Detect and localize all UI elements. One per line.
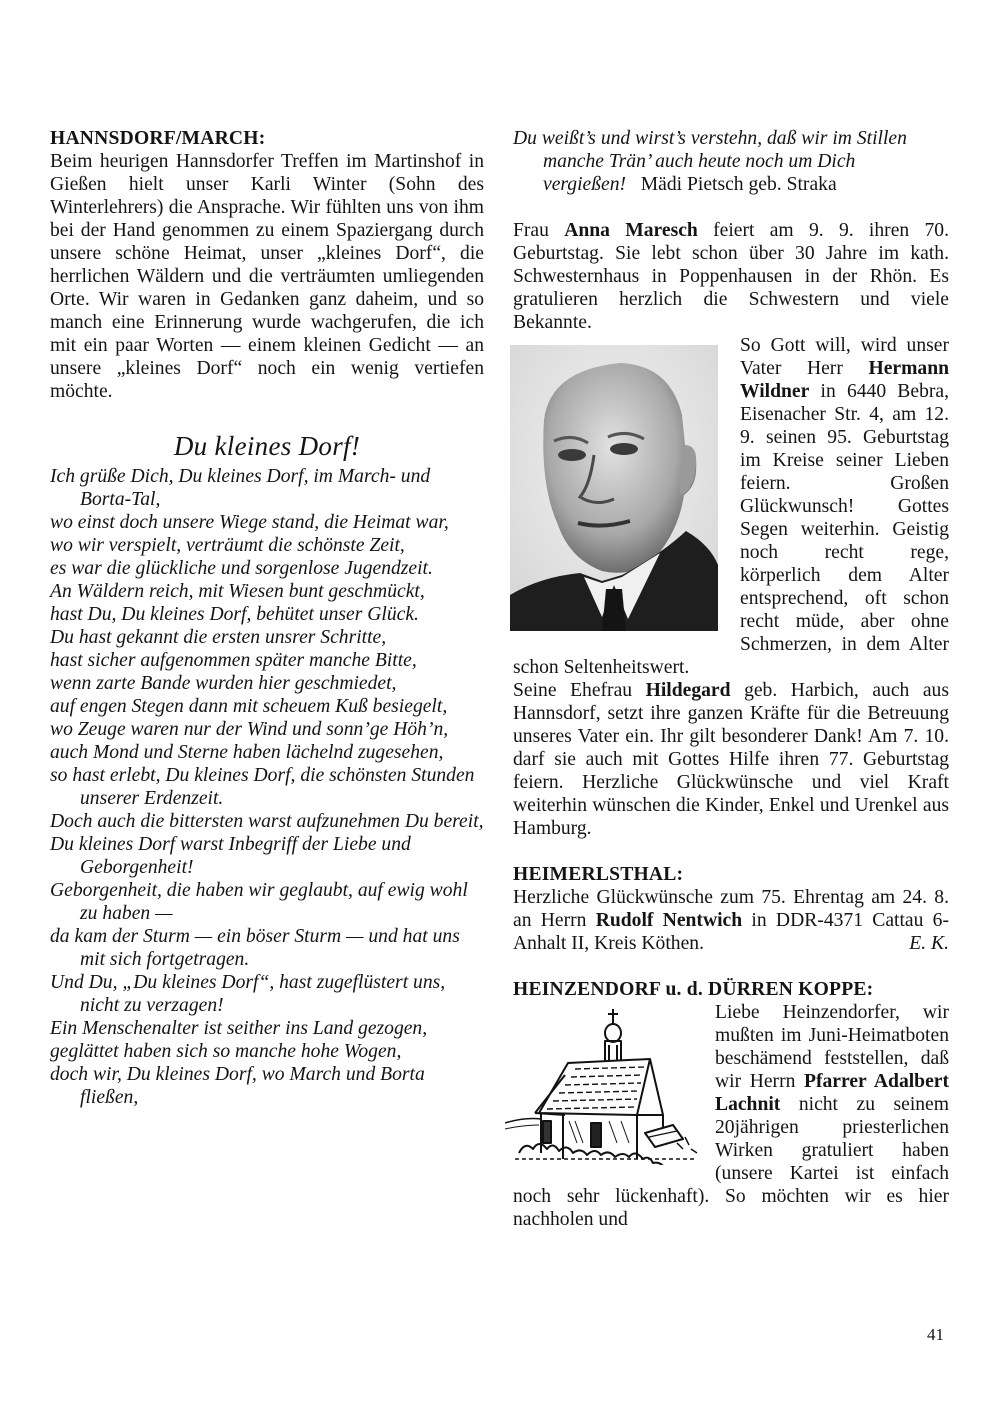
poem-signature: Mädi Pietsch geb. Straka	[640, 174, 837, 195]
poem-line: Du kleines Dorf warst Inbegriff der Liebe und Geborgenheit!	[50, 834, 411, 878]
poem-line: Geborgenheit, die haben wir geglaubt, auf ewig wohl zu haben —	[50, 880, 468, 924]
person-name: Rudolf Nentwich	[595, 910, 743, 931]
poem-line: so hast erlebt, Du kleines Dorf, die schönsten Stunden unserer Erdenzeit.	[50, 765, 475, 809]
text: Seine Ehefrau	[513, 680, 646, 701]
text: feiert am 9. 9. ihren 70. Geburtstag. Sie lebt schon über 30 Jahre im kath. Schwesternhaus in Poppenhausen in der Rhön. Es gratulieren herzlich die Schwestern und viele Bekannte.	[513, 220, 949, 333]
poem-title: Du kleines Dorf!	[173, 431, 361, 461]
poem-line: wo Zeuge waren nur der Wind und sonn’ge Höh’n,	[50, 719, 449, 740]
poem-line: wenn zarte Bande wurden hier geschmiedet,	[50, 673, 397, 694]
heimerlsthal-paragraph	[513, 886, 949, 955]
left-column	[50, 127, 484, 1109]
poem-line: wo einst doch unsere Wiege stand, die Heimat war,	[50, 512, 449, 533]
poem-line: Du hast gekannt die ersten unsrer Schritte,	[50, 627, 387, 648]
portrait-photo	[510, 345, 720, 633]
author-initials: E. K.	[909, 933, 949, 954]
poem-line-text: Du weißt’s und wirst’s verstehn, daß wir im Stillen manche Trän’ auch heute noch um Dich vergießen!	[513, 128, 907, 195]
poem-line: Ein Menschenalter ist seither ins Land gezogen,	[50, 1018, 428, 1039]
wildner-section	[513, 334, 949, 840]
poem	[50, 465, 484, 1109]
text: Liebe Heinzendorfer, wir mußten im Juni-Heimatboten beschämend feststellen, daß wir Herrn	[715, 1002, 949, 1092]
text: in DDR-4371 Cattau 6-Anhalt II, Kreis Köthen.	[513, 910, 949, 954]
heinzendorf-section	[513, 1001, 949, 1231]
section-heading-hannsdorf: HANNSDORF/MARCH:	[50, 128, 266, 149]
poem-line: auch Mond und Sterne haben lächelnd zugesehen,	[50, 742, 444, 763]
poem-line: da kam der Sturm — ein böser Sturm — und hat uns mit sich fortgetragen.	[50, 926, 460, 970]
poem-line: Doch auch die bittersten warst aufzunehmen Du bereit,	[50, 811, 484, 832]
hildegard-paragraph	[513, 679, 949, 840]
person-name: Hildegard	[645, 680, 731, 701]
text: Herzliche Glückwünsche zum 75. Ehrentag am 24. 8. an Herrn	[513, 887, 949, 931]
chapel-illustration	[505, 1003, 705, 1165]
portrait-image-icon	[510, 345, 718, 631]
chapel-drawing-icon	[505, 1003, 705, 1165]
poem-line	[513, 127, 949, 196]
poem-line: hast Du, Du kleines Dorf, behütet unser Glück.	[50, 604, 419, 625]
page-number: 41	[927, 1325, 944, 1344]
text: in 6440 Bebra, Eisenacher Str. 4, am 12. 9. seinen 95. Geburtstag im Kreise seiner Lieben feiern. Großen Glückwunsch! Gottes Segen weiterhin. Geistig noch recht rege, körperlich dem Alter entsprechend, oft schon recht müde, aber ohne Schmerzen, in dem Alter schon Seltenheitswert.	[513, 381, 949, 678]
poem-line: geglättet haben sich so manche hohe Wogen,	[50, 1041, 402, 1062]
poem-line: doch wir, Du kleines Dorf, wo March und Borta fließen,	[50, 1064, 425, 1108]
poem-line: Und Du, „Du kleines Dorf“, hast zugeflüstert uns, nicht zu verzagen!	[50, 972, 446, 1016]
poem-line: Ich grüße Dich, Du kleines Dorf, im March- und Borta-Tal,	[50, 466, 431, 510]
poem-line: hast sicher aufgenommen später manche Bitte,	[50, 650, 417, 671]
text: nicht zu seinem 20jährigen priesterlichen Wirken gratuliert haben (unsere Kartei ist einfach noch sehr lückenhaft). So möchten wir es hier nachholen und	[513, 1094, 949, 1230]
person-name: Pfarrer Adalbert Lachnit	[715, 1071, 950, 1115]
hannsdorf-intro-paragraph: Beim heurigen Hannsdorfer Treffen im Martinshof in Gießen hielt unser Karli Winter (Sohn des Winterlehrers) die Ansprache. Wir fühlten uns von ihm bei der Hand genommen zu einem Spaziergang durch unsere schöne Heimat, unser „kleines Dorf“, die herrlichen Wäldern und die verträumten umliegenden Orte. Wir waren in Gedanken ganz daheim, und so manch eine Erinnerung wurde wachgerufen, die ich mit ein paar Worten — einem kleinen Gedicht — an unsere „kleines Dorf“ noch ein wenig vertiefen möchte.	[50, 151, 484, 402]
poem-line: es war die glückliche und sorgenlose Jugendzeit.	[50, 558, 433, 579]
poem-line: auf engen Stegen dann mit scheuem Kuß besiegelt,	[50, 696, 448, 717]
text: Frau	[513, 220, 565, 241]
text: geb. Harbich, auch aus Hannsdorf, setzt ihre ganzen Kräfte für die Betreuung unseres Vater ein. Ihr gilt besonderer Dank! Am 7. 10. darf sie auch mit Gottes Hilfe ihren 77. Geburtstag feiern. Herzliche Glückwünsche und viel Kraft weiterhin wünschen die Kinder, Enkel und Urenkel aus Hamburg.	[513, 680, 949, 839]
person-name: Hermann Wildner	[740, 358, 949, 402]
poem-continuation	[513, 127, 949, 196]
person-name: Anna Maresch	[564, 220, 698, 241]
text: So Gott will, wird unser Vater Herr	[740, 335, 949, 379]
maresch-paragraph	[513, 219, 949, 334]
poem-line: An Wäldern reich, mit Wiesen bunt geschmückt,	[50, 581, 425, 602]
right-column	[513, 127, 949, 1231]
section-heading-heinzendorf: HEINZENDORF u. d. DÜRREN KOPPE:	[513, 979, 874, 1000]
section-heading-heimerlsthal: HEIMERLSTHAL:	[513, 864, 684, 885]
poem-line: wo wir verspielt, verträumt die schönste Zeit,	[50, 535, 405, 556]
